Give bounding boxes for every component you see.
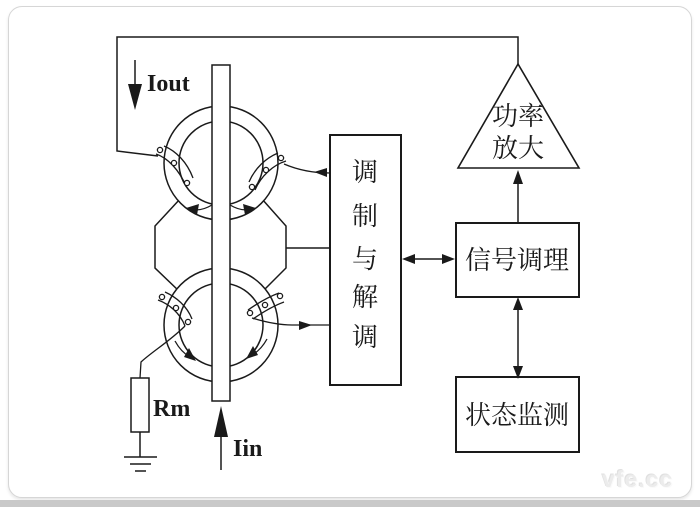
status-monitoring-label: 状态监测 — [464, 401, 570, 430]
power-amp-label-line2: 放大 — [491, 134, 545, 163]
mod-demod-char: 解 — [351, 283, 379, 312]
mod-demod-char: 调 — [351, 323, 379, 352]
iout-arrowhead-icon — [128, 84, 142, 110]
right-arrowhead-icon — [442, 254, 455, 264]
iin-label: Iin — [233, 436, 263, 462]
ground-symbol-icon — [124, 457, 157, 471]
signal-conditioning-label: 信号调理 — [464, 246, 570, 275]
left-arrowhead-icon — [402, 254, 415, 264]
sense-arrowhead-icon — [299, 321, 312, 330]
rm-label: Rm — [153, 396, 191, 422]
up-arrowhead-icon — [513, 170, 523, 184]
iout-label: Iout — [147, 71, 190, 97]
power-amp-label-line1: 功率 — [491, 102, 545, 131]
shield-octagon — [155, 199, 180, 292]
mod-demod-char: 调 — [351, 158, 379, 187]
primary-busbar — [212, 65, 230, 401]
up-arrowhead-icon — [513, 297, 523, 310]
mod-demod-char: 制 — [351, 202, 379, 231]
watermark: vfe.cc — [602, 466, 674, 492]
excitation-arrowhead-icon — [314, 168, 327, 177]
mod-demod-char: 与 — [351, 245, 379, 274]
resistor-rm — [131, 378, 149, 432]
bottom-strip — [0, 500, 700, 507]
shield-octagon — [262, 199, 286, 292]
iin-arrowhead-icon — [214, 406, 228, 437]
